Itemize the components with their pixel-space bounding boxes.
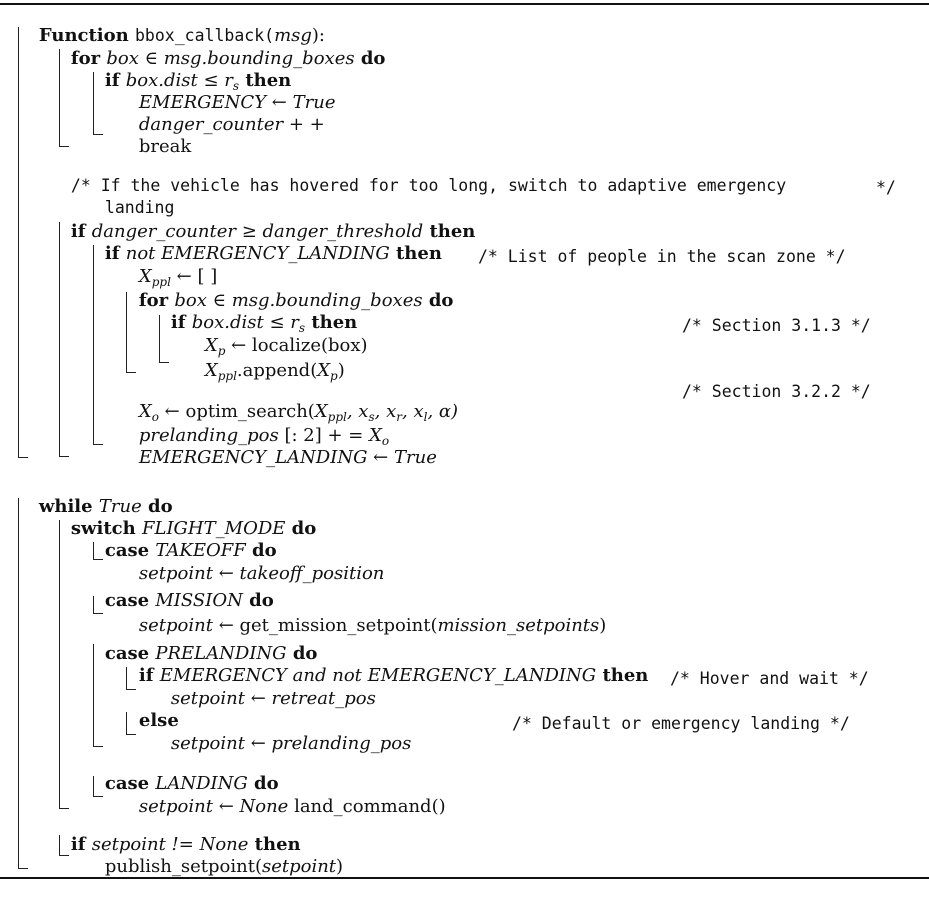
operator: ← (367, 447, 394, 468)
identifier: not EMERGENCY_LANDING (125, 243, 390, 264)
top-rule (0, 3, 929, 5)
identifier: MISSION (155, 590, 243, 611)
identifier: msg.bounding_boxes (231, 290, 423, 311)
keyword: then (423, 221, 476, 242)
comment: /* Hover and wait */ (670, 669, 869, 688)
identifier: X (204, 360, 218, 381)
identifier: X (317, 360, 331, 381)
comment: /* Section 3.1.3 */ (682, 316, 871, 335)
identifier: X (138, 401, 152, 422)
keyword: if (104, 70, 126, 91)
operator: ≤ (197, 70, 225, 91)
identifier: , α) (427, 401, 459, 422)
comment: /* List of people in the scan zone */ (478, 247, 846, 266)
statement: publish_setpoint( (104, 856, 262, 877)
keyword: do (285, 518, 317, 539)
identifier: FLIGHT_MODE (142, 518, 286, 539)
operator: ← (212, 796, 240, 817)
identifier: setpoint (138, 796, 213, 817)
identifier: setpoint (170, 688, 245, 709)
identifier: danger_threshold (262, 221, 424, 242)
subscript: o (151, 410, 159, 424)
identifier: prelanding_pos (138, 425, 279, 446)
subscript: o (381, 434, 390, 448)
keyword: case (104, 590, 156, 611)
keyword: do (247, 773, 279, 794)
identifier: PRELANDING (155, 643, 287, 664)
operator: ≤ (263, 312, 291, 333)
comment-end: */ (876, 178, 896, 197)
operator: ∈ (206, 290, 232, 311)
identifier: r (290, 312, 299, 333)
statement: land_command() (288, 796, 446, 817)
identifier: r (224, 70, 233, 91)
identifier: EMERGENCY_LANDING (138, 447, 368, 468)
keyword: if (170, 312, 192, 333)
keyword: switch (70, 518, 142, 539)
identifier: box (174, 290, 207, 311)
identifier: TAKEOFF (155, 540, 246, 561)
identifier: setpoint (138, 615, 213, 636)
punctuation: ) (599, 615, 607, 636)
identifier: takeoff_position (239, 563, 385, 584)
keyword: do (141, 496, 173, 517)
identifier: None (239, 796, 289, 817)
keyword: for (138, 290, 175, 311)
function-name: bbox_callback( (135, 26, 275, 45)
statement: ← get_mission_setpoint( (212, 615, 438, 636)
identifier: setpoint != None (91, 834, 249, 855)
keyword: case (104, 773, 156, 794)
subscript: ppl (217, 369, 237, 383)
punctuation: ): (311, 25, 325, 46)
keyword: do (245, 540, 277, 561)
identifier: LANDING (155, 773, 248, 794)
block-bar (18, 27, 28, 458)
keyword: case (104, 643, 156, 664)
keyword: then (239, 70, 292, 91)
subscript: p (217, 344, 226, 358)
identifier: danger_counter (91, 221, 236, 242)
identifier: box.dist (125, 70, 198, 91)
identifier: setpoint (170, 733, 245, 754)
keyword: do (242, 590, 274, 611)
algorithm-line (82, 837, 343, 897)
operator: ≥ (235, 221, 263, 242)
identifier: , x (374, 401, 397, 422)
keyword: for (70, 48, 107, 69)
identifier: X (138, 266, 152, 287)
identifier: box (106, 48, 139, 69)
subscript: l (423, 410, 428, 424)
keyword: case (104, 540, 156, 561)
statement: .append( (236, 360, 318, 381)
operator: ← (266, 92, 293, 113)
identifier: setpoint (261, 856, 337, 877)
identifier: mission_setpoints (437, 615, 600, 636)
comment: landing (104, 198, 175, 217)
subscript: ppl (151, 275, 171, 289)
identifier: True (393, 447, 437, 468)
keyword: do (422, 290, 454, 311)
keyword: do (354, 48, 386, 69)
identifier: danger_counter + + (138, 114, 325, 135)
subscript: s (232, 79, 240, 93)
statement: ← optim_search( (158, 401, 315, 422)
keyword: do (286, 643, 318, 664)
statement: ← localize(box) (225, 335, 368, 356)
identifier: retreat_pos (271, 688, 376, 709)
keyword: if (138, 665, 160, 686)
operator: ← (244, 733, 272, 754)
statement: break (138, 136, 192, 157)
operator: ← (212, 563, 240, 584)
subscript: ppl (327, 410, 347, 424)
identifier: box.dist (191, 312, 264, 333)
block-bar (18, 498, 28, 869)
identifier: msg (274, 25, 312, 46)
keyword: if (70, 221, 92, 242)
operator: ∈ (138, 48, 164, 69)
keyword: then (596, 665, 649, 686)
punctuation: ) (336, 856, 344, 877)
keyword: then (305, 312, 358, 333)
punctuation: ) (337, 360, 345, 381)
identifier: , x (346, 401, 369, 422)
keyword: if (70, 834, 92, 855)
keyword: while (38, 496, 99, 517)
identifier: EMERGENCY (138, 92, 267, 113)
subscript: s (298, 321, 306, 335)
identifier: prelanding_pos (271, 733, 412, 754)
subscript: p (330, 369, 338, 383)
identifier: X (314, 401, 328, 422)
subscript: r (396, 410, 402, 424)
keyword: else (138, 710, 179, 731)
statement: [: 2] + = (278, 425, 370, 446)
comment: /* Section 3.2.2 */ (682, 382, 871, 401)
identifier: setpoint (138, 563, 213, 584)
operator: ← (244, 688, 272, 709)
identifier: True (292, 92, 336, 113)
identifier: X (204, 335, 218, 356)
identifier: EMERGENCY and not EMERGENCY_LANDING (159, 665, 597, 686)
subscript: s (368, 410, 375, 424)
identifier: True (98, 496, 142, 517)
identifier: X (369, 425, 382, 446)
keyword: then (389, 243, 442, 264)
block-bar (59, 520, 69, 809)
keyword: if (104, 243, 126, 264)
keyword: then (248, 834, 301, 855)
keyword: Function (38, 25, 135, 46)
statement: ← [ ] (170, 266, 218, 287)
comment: /* If the vehicle has hovered for too long, switch to adaptive emergency (70, 176, 787, 195)
identifier: msg.bounding_boxes (163, 48, 355, 69)
comment: /* Default or emergency landing */ (512, 714, 850, 733)
identifier: , x (402, 401, 424, 422)
